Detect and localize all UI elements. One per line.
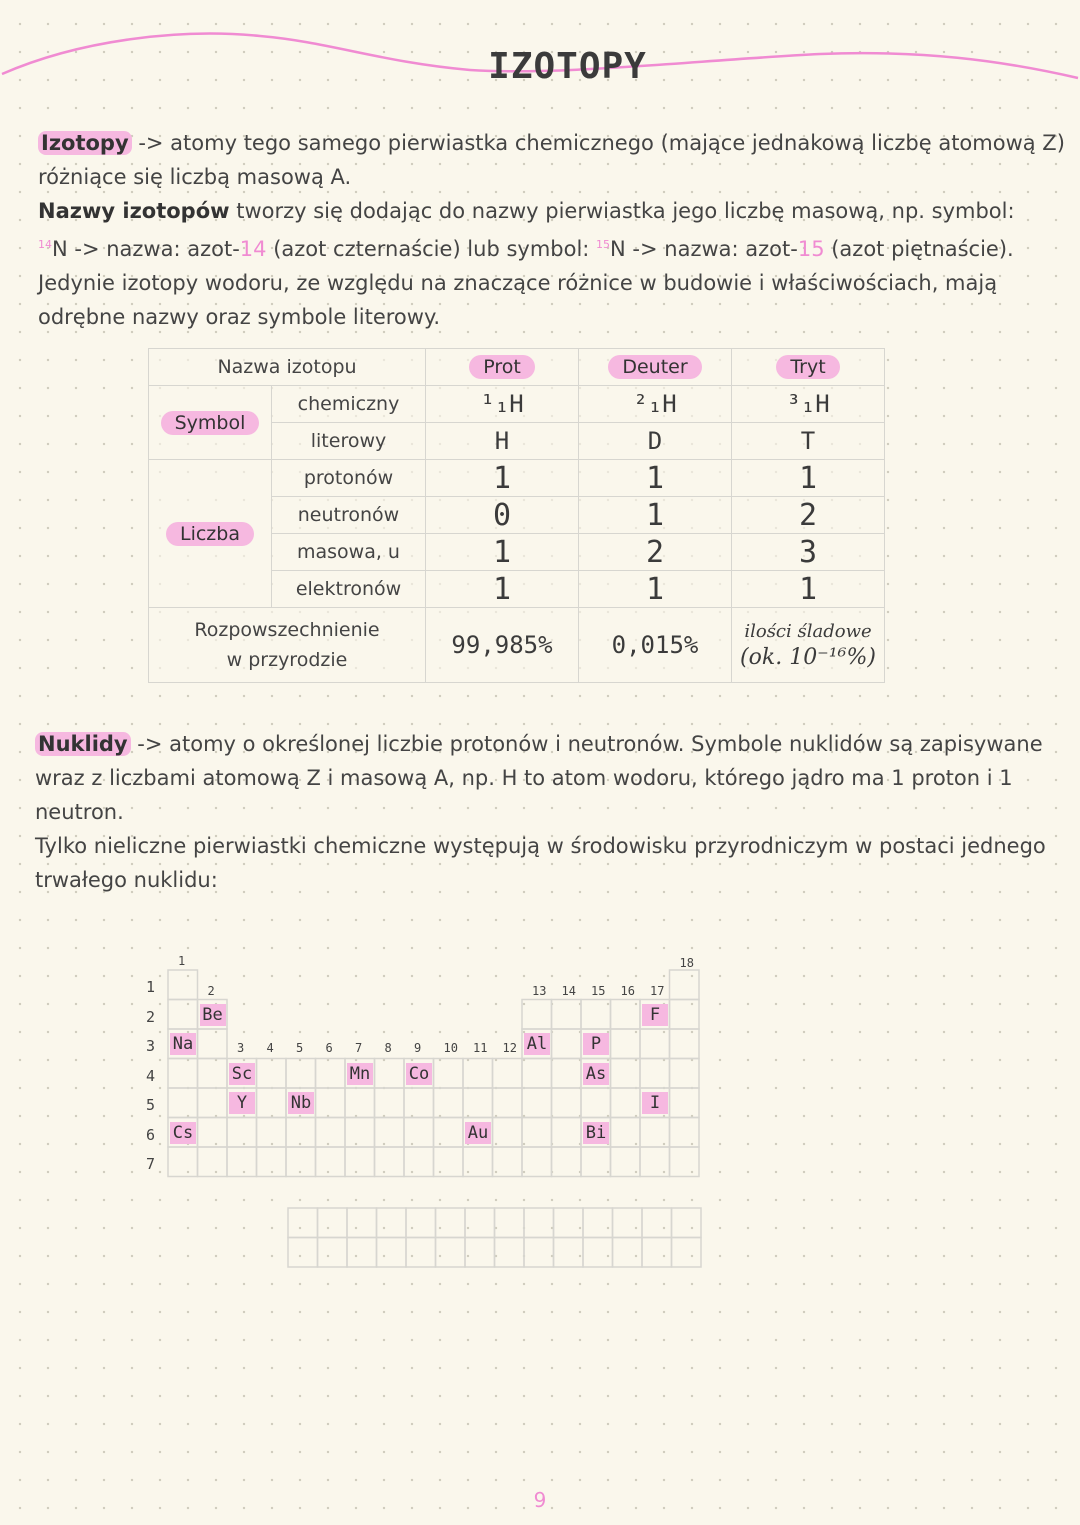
periodic-cell <box>493 1147 523 1177</box>
periodic-cell <box>198 1147 228 1177</box>
periodic-cell <box>168 1059 198 1089</box>
group-label: 8 <box>384 1041 392 1055</box>
text-mid: (azot czternaście) lub symbol: <box>266 237 597 261</box>
periodic-cell <box>257 1147 287 1177</box>
periodic-cell <box>434 1088 464 1118</box>
group-label: 6 <box>325 1041 333 1055</box>
period-label: 5 <box>146 1096 156 1114</box>
term-izotopy: Izotopy <box>38 131 132 155</box>
periodic-cell <box>168 1088 198 1118</box>
term-nazwy: Nazwy izotopów <box>38 199 230 223</box>
nuklidy-note: Tylko nieliczne pierwiastki chemiczne występują w środowisku przyrodniczym w postaci jednego trwałego nuklidu: <box>35 834 1046 892</box>
page-number: 9 <box>533 1488 547 1512</box>
periodic-cell <box>198 1118 228 1148</box>
periodic-cell <box>198 1088 228 1118</box>
f-block-cell <box>613 1208 643 1238</box>
abundance-prot: 99,985% <box>426 608 579 683</box>
group-label: 11 <box>473 1041 488 1055</box>
f-block-cell <box>436 1208 466 1238</box>
cell-value: 0 <box>426 497 579 534</box>
f-block-cell <box>318 1238 348 1268</box>
periodic-cell <box>404 1088 434 1118</box>
periodic-cell <box>552 1059 582 1089</box>
abundance-tryt-line1: ilości śladowe <box>744 621 872 642</box>
element-as: As <box>583 1063 609 1085</box>
cell-value: 1 <box>426 534 579 571</box>
group-label: 9 <box>414 1041 422 1055</box>
periodic-cell <box>640 1118 670 1148</box>
abundance-deuter: 0,015% <box>579 608 732 683</box>
row-label: protonów <box>272 460 426 497</box>
f-block-cell <box>406 1208 436 1238</box>
periodic-cell <box>316 1118 346 1148</box>
periodic-cell <box>345 1118 375 1148</box>
periodic-cell <box>522 1088 552 1118</box>
f-block-cell <box>406 1238 436 1268</box>
periodic-cell <box>493 1059 523 1089</box>
group-liczba: Liczba <box>166 522 254 546</box>
def-nazwy: tworzy się dodając do nazwy pierwiastka jego liczbę masową, np. symbol: <box>229 199 1015 223</box>
f-block-cell <box>524 1238 554 1268</box>
periodic-cell <box>670 1029 700 1059</box>
group-label: 3 <box>237 1041 245 1055</box>
periodic-cell <box>316 1088 346 1118</box>
group-label: 1 <box>178 954 186 968</box>
periodic-cell <box>257 1118 287 1148</box>
cell-value: D <box>579 423 732 460</box>
element-co: Co <box>406 1063 432 1085</box>
f-block-cell <box>495 1208 525 1238</box>
periodic-cell <box>611 1088 641 1118</box>
cell-value: 1 <box>426 571 579 608</box>
f-block-cell <box>583 1208 613 1238</box>
periodic-cell <box>670 1088 700 1118</box>
abundance-label: Rozpowszechnienie w przyrodzie <box>149 608 426 683</box>
periodic-cell <box>552 1118 582 1148</box>
periodic-cell <box>257 1088 287 1118</box>
element-au: Au <box>465 1122 491 1144</box>
f-block-cell <box>465 1208 495 1238</box>
f-block-cell <box>347 1238 377 1268</box>
group-label: 15 <box>591 984 606 998</box>
cell-value: 1 <box>579 497 732 534</box>
element-nb: Nb <box>288 1092 314 1114</box>
periodic-cell <box>227 1118 257 1148</box>
periodic-cell <box>168 1147 198 1177</box>
f-block-cell <box>642 1238 672 1268</box>
periodic-cell <box>434 1147 464 1177</box>
f-block-cell <box>554 1238 584 1268</box>
group-label: 16 <box>620 984 635 998</box>
def-izotopy: -> atomy tego samego pierwiastka chemicznego (mające jednakową liczbę atomową Z) różniące się liczbą masową A. <box>38 131 1065 189</box>
cell-value: 1 <box>732 571 885 608</box>
term-nuklidy: Nuklidy <box>35 732 131 756</box>
periodic-cell <box>611 1118 641 1148</box>
periodic-cell <box>493 1088 523 1118</box>
periodic-cell <box>522 1147 552 1177</box>
row-label: masowa, u <box>272 534 426 571</box>
element-i: I <box>642 1092 668 1114</box>
element-y: Y <box>229 1092 255 1114</box>
periodic-cell <box>375 1147 405 1177</box>
periodic-cell <box>286 1118 316 1148</box>
row-label: chemiczny <box>272 386 426 423</box>
sup-15: 15 <box>596 238 611 251</box>
periodic-cell <box>463 1147 493 1177</box>
periodic-cell <box>434 1118 464 1148</box>
element-al: Al <box>524 1033 550 1055</box>
cell-value: T <box>732 423 885 460</box>
cell-value: 1 <box>579 460 732 497</box>
f-block-cell <box>288 1238 318 1268</box>
periodic-cell <box>316 1059 346 1089</box>
periodic-cell <box>463 1088 493 1118</box>
periodic-cell <box>522 1000 552 1030</box>
periodic-cell <box>640 1059 670 1089</box>
periodic-cell <box>227 1147 257 1177</box>
periodic-cell <box>198 1059 228 1089</box>
cell-value: 1 <box>426 460 579 497</box>
element-p: P <box>583 1033 609 1055</box>
f-block-cell <box>583 1238 613 1268</box>
cell-value: 1 <box>579 571 732 608</box>
num-15: 15 <box>797 237 825 261</box>
periodic-cell <box>375 1059 405 1089</box>
periodic-cell <box>316 1147 346 1177</box>
group-label: 4 <box>266 1041 274 1055</box>
element-cs: Cs <box>170 1122 196 1144</box>
periodic-cell <box>552 1029 582 1059</box>
text-end: (azot piętnaście). <box>824 237 1014 261</box>
text-n2: N -> nazwa: azot- <box>610 237 798 261</box>
periodic-cell <box>581 1088 611 1118</box>
group-label: 17 <box>650 984 665 998</box>
periodic-cell <box>640 1029 670 1059</box>
cell-value: 2 <box>579 534 732 571</box>
element-bi: Bi <box>583 1122 609 1144</box>
group-label: 10 <box>443 1041 458 1055</box>
header-label: Nazwa izotopu <box>149 349 426 386</box>
num-14: 14 <box>239 237 267 261</box>
cell-value: ¹₁H <box>426 386 579 423</box>
element-sc: Sc <box>229 1063 255 1085</box>
periodic-cell <box>286 1059 316 1089</box>
f-block-cell <box>672 1208 702 1238</box>
periodic-cell <box>522 1118 552 1148</box>
periodic-cell <box>345 1147 375 1177</box>
f-block-cell <box>524 1208 554 1238</box>
period-label: 4 <box>146 1066 156 1085</box>
group-label: 12 <box>502 1041 517 1055</box>
periodic-cell <box>670 1000 700 1030</box>
periodic-cell <box>375 1118 405 1148</box>
sup-14: 14 <box>38 238 52 251</box>
cell-value: 2 <box>732 497 885 534</box>
periodic-cell <box>198 1029 228 1059</box>
periodic-cell <box>552 1147 582 1177</box>
periodic-cell <box>581 1000 611 1030</box>
periodic-cell <box>345 1088 375 1118</box>
periodic-cell <box>611 1029 641 1059</box>
periodic-cell <box>375 1088 405 1118</box>
group-symbol: Symbol <box>161 411 260 435</box>
cell-value: 3 <box>732 534 885 571</box>
periodic-cell <box>168 970 198 1000</box>
f-block-cell <box>318 1208 348 1238</box>
period-label: 7 <box>146 1155 156 1173</box>
row-label: elektronów <box>272 571 426 608</box>
periodic-cell <box>611 1147 641 1177</box>
f-block-cell <box>642 1208 672 1238</box>
periodic-cell <box>404 1118 434 1148</box>
element-mn: Mn <box>347 1063 373 1085</box>
f-block-cell <box>672 1238 702 1268</box>
periodic-cell <box>552 1088 582 1118</box>
group-label: 5 <box>296 1041 304 1055</box>
periodic-cell <box>670 1147 700 1177</box>
col-tryt: Tryt <box>776 355 839 379</box>
periodic-cell <box>581 1147 611 1177</box>
periodic-cell <box>168 1000 198 1030</box>
abundance-tryt-line2: (ok. 10⁻¹⁶%) <box>740 645 876 670</box>
period-label: 2 <box>146 1007 156 1026</box>
periodic-cell <box>493 1118 523 1148</box>
f-block-cell <box>347 1208 377 1238</box>
f-block-cell <box>288 1208 318 1238</box>
element-f: F <box>642 1004 668 1026</box>
periodic-cell <box>463 1059 493 1089</box>
cell-value: H <box>426 423 579 460</box>
periodic-cell <box>286 1147 316 1177</box>
row-label: neutronów <box>272 497 426 534</box>
periodic-cell <box>640 1147 670 1177</box>
periodic-cell <box>552 1000 582 1030</box>
element-be: Be <box>200 1004 226 1026</box>
periodic-cell <box>434 1059 464 1089</box>
row-label: literowy <box>272 423 426 460</box>
f-block-cell <box>465 1238 495 1268</box>
periodic-cell <box>404 1147 434 1177</box>
cell-value: ²₁H <box>579 386 732 423</box>
text-n1: N -> nazwa: azot- <box>52 237 240 261</box>
period-label: 3 <box>146 1037 156 1055</box>
periodic-cell <box>522 1059 552 1089</box>
f-block-cell <box>554 1208 584 1238</box>
periodic-cell <box>611 1059 641 1089</box>
f-block-cell <box>495 1238 525 1268</box>
col-prot: Prot <box>469 355 535 379</box>
period-label: 1 <box>146 978 156 996</box>
f-block-cell <box>613 1238 643 1268</box>
col-deuter: Deuter <box>608 355 701 379</box>
periodic-cell <box>670 1118 700 1148</box>
f-block-cell <box>377 1238 407 1268</box>
cell-value: ³₁H <box>732 386 885 423</box>
def-nuklidy: -> atomy o określonej liczbie protonów i neutronów. Symbole nuklidów są zapisywane wraz z liczbami atomową Z i masową A, np. H to atom wodoru, którego jądro ma 1 proton i 1 neutron. <box>35 732 1043 824</box>
group-label: 18 <box>679 956 694 970</box>
f-block-cell <box>436 1238 466 1268</box>
f-block-cell <box>377 1208 407 1238</box>
hydrogen-note: Jedynie izotopy wodoru, ze względu na znaczące różnice w budowie i właściwościach, mają odrębne nazwy oraz symbole literowy. <box>38 271 998 329</box>
page-title: IZOTOPY <box>488 46 647 87</box>
group-label: 13 <box>532 984 547 998</box>
periodic-cell <box>670 1059 700 1089</box>
period-label: 6 <box>146 1125 156 1144</box>
group-label: 2 <box>207 984 215 998</box>
periodic-cell <box>257 1059 287 1089</box>
cell-value: 1 <box>732 460 885 497</box>
element-na: Na <box>170 1033 196 1055</box>
periodic-cell <box>611 1000 641 1030</box>
group-label: 7 <box>355 1041 363 1055</box>
periodic-cell <box>670 970 700 1000</box>
group-label: 14 <box>561 984 576 998</box>
